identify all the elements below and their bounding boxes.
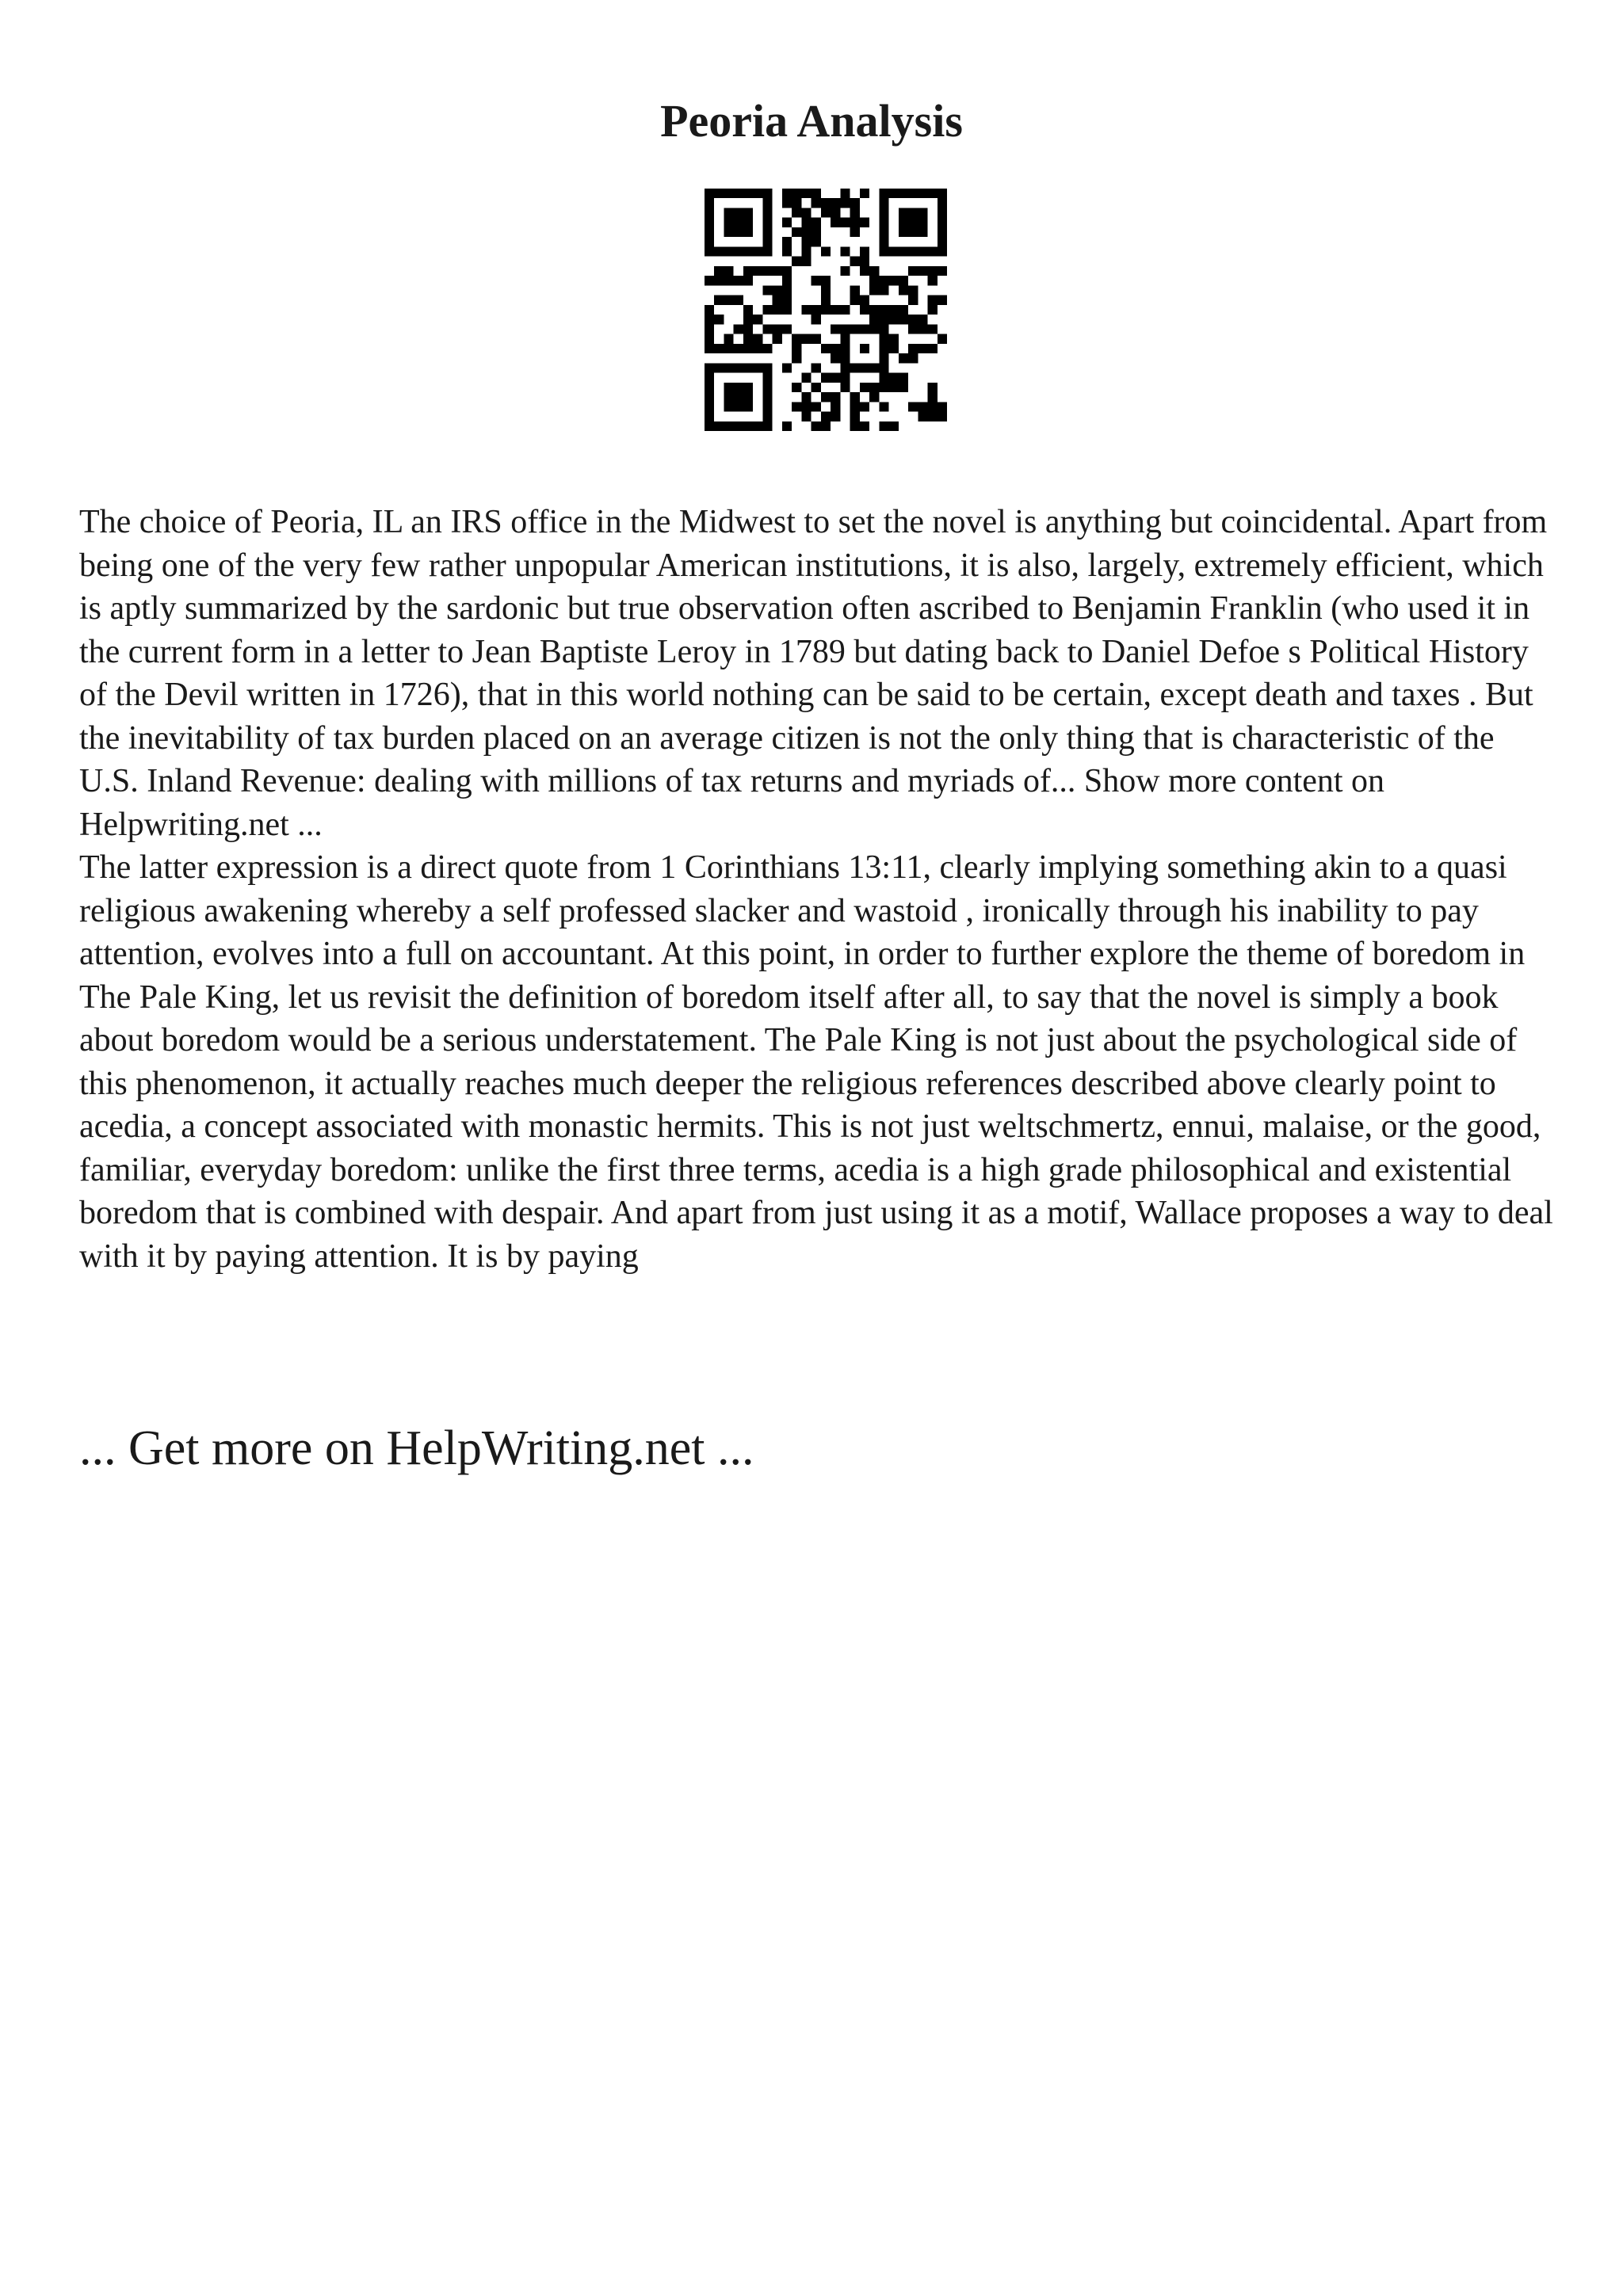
qr-code-graphic <box>705 189 947 431</box>
paragraph-1: The choice of Peoria, IL an IRS office in the Midwest to set the novel is anything but coincidental. Apart from being one of the very few rather unpopular American institutions, it is also, largely, extremely efficient, which is aptly summarized by the sardonic but true observation often ascribed to Benjamin Franklin (who used it in the current form in a letter to Jean Baptiste Leroy in 1789 but dating back to Daniel Defoe s Political History of the Devil written in 1726), that in this world nothing can be said to be certain, except death and taxes . But the inevitability of tax burden placed on an average citizen is not the only thing that is characteristic of the U.S. Inland Revenue: dealing with millions of tax returns and myriads of... Show more content on Helpwriting.net ... <box>79 504 1548 843</box>
qr-code-icon <box>705 189 947 431</box>
page-title: Peoria Analysis <box>660 95 963 147</box>
paragraph-2: The latter expression is a direct quote from 1 Corinthians 13:11, clearly implying something akin to a quasi religious awakening whereby a self professed slacker and wastoid , ironically through his inability to pay attention, evolves into a full on accountant. At this point, in order to further explore the theme of boredom in The Pale King, let us revisit the definition of boredom itself after all, to say that the novel is simply a book about boredom would be a serious understatement. The Pale King is not just about the psychological side of this phenomenon, it actually reaches much deeper the religious references described above clearly point to acedia, a concept associated with monastic hermits. This is not just weltschmertz, ennui, malaise, or the good, familiar, everyday boredom: unlike the first three terms, acedia is a high grade philosophical and existential boredom that is combined with despair. And apart from just using it as a motif, Wallace proposes a way to deal with it by paying attention. It is by paying <box>79 849 1553 1275</box>
get-more-link[interactable]: ... Get more on HelpWriting.net ... <box>79 1421 754 1475</box>
article-body <box>79 501 1553 1278</box>
